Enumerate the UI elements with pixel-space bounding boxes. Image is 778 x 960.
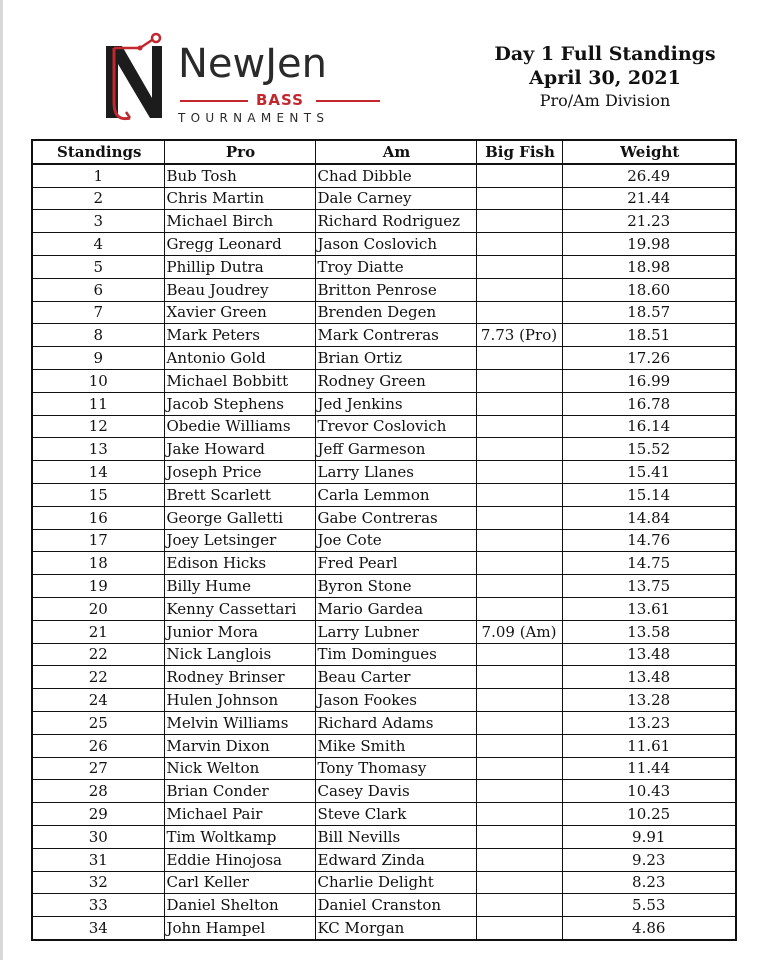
pro-cell: Rodney Brinser [164, 666, 315, 689]
pro-cell: Tim Woltkamp [164, 825, 315, 848]
standing-cell: 22 [32, 643, 164, 666]
big-fish-cell [476, 164, 562, 187]
table-row [32, 620, 736, 643]
column-header-am: Am [315, 140, 476, 164]
report-title: Day 1 Full Standings [494, 43, 716, 65]
pro-cell: George Galletti [164, 506, 315, 529]
big-fish-cell [476, 187, 562, 210]
report-header [480, 42, 730, 112]
big-fish-cell [476, 210, 562, 233]
table-row [32, 324, 736, 347]
standing-cell: 34 [32, 917, 164, 940]
am-cell: Joe Cote [315, 529, 476, 552]
weight-cell: 15.52 [562, 438, 736, 461]
weight-cell: 15.41 [562, 461, 736, 484]
big-fish-cell [476, 597, 562, 620]
big-fish-cell [476, 415, 562, 438]
am-cell: Mario Gardea [315, 597, 476, 620]
n-hook-logo-icon [100, 32, 180, 124]
table-row [32, 438, 736, 461]
standing-cell: 19 [32, 575, 164, 598]
weight-cell: 9.91 [562, 825, 736, 848]
table-row [32, 917, 736, 940]
weight-cell: 14.75 [562, 552, 736, 575]
standing-cell: 27 [32, 757, 164, 780]
am-cell: Gabe Contreras [315, 506, 476, 529]
table-row [32, 210, 736, 233]
standing-cell: 17 [32, 529, 164, 552]
table-row [32, 164, 736, 187]
standing-cell: 8 [32, 324, 164, 347]
big-fish-cell [476, 278, 562, 301]
standing-cell: 31 [32, 848, 164, 871]
pro-cell: Phillip Dutra [164, 255, 315, 278]
pro-cell: Junior Mora [164, 620, 315, 643]
newjen-logo [100, 28, 390, 128]
big-fish-cell [476, 461, 562, 484]
weight-cell: 5.53 [562, 894, 736, 917]
logo-bass-row [180, 91, 380, 109]
am-cell: Trevor Coslovich [315, 415, 476, 438]
big-fish-cell [476, 233, 562, 256]
standing-cell: 6 [32, 278, 164, 301]
big-fish-cell [476, 255, 562, 278]
big-fish-cell [476, 917, 562, 940]
weight-cell: 18.60 [562, 278, 736, 301]
am-cell: Dale Carney [315, 187, 476, 210]
big-fish-cell [476, 643, 562, 666]
am-cell: Tim Domingues [315, 643, 476, 666]
weight-cell: 11.61 [562, 734, 736, 757]
standing-cell: 22 [32, 666, 164, 689]
pro-cell: Nick Welton [164, 757, 315, 780]
logo-bass-text: BASS [256, 91, 304, 109]
standings-table [31, 139, 737, 941]
weight-cell: 13.58 [562, 620, 736, 643]
big-fish-cell [476, 483, 562, 506]
weight-cell: 17.26 [562, 347, 736, 370]
column-header-big-fish: Big Fish [476, 140, 562, 164]
table-row [32, 392, 736, 415]
am-cell: Richard Adams [315, 711, 476, 734]
table-row [32, 803, 736, 826]
report-division: Pro/Am Division [539, 91, 671, 110]
table-row [32, 529, 736, 552]
am-cell: Jeff Garmeson [315, 438, 476, 461]
report-date: April 30, 2021 [529, 67, 681, 89]
weight-cell: 10.25 [562, 803, 736, 826]
big-fish-cell [476, 392, 562, 415]
am-cell: Charlie Delight [315, 871, 476, 894]
weight-cell: 9.23 [562, 848, 736, 871]
table-row [32, 757, 736, 780]
table-row [32, 780, 736, 803]
standing-cell: 26 [32, 734, 164, 757]
pro-cell: Brett Scarlett [164, 483, 315, 506]
am-cell: Jason Fookes [315, 689, 476, 712]
standing-cell: 5 [32, 255, 164, 278]
weight-cell: 4.86 [562, 917, 736, 940]
standing-cell: 33 [32, 894, 164, 917]
standing-cell: 11 [32, 392, 164, 415]
am-cell: Fred Pearl [315, 552, 476, 575]
standing-cell: 10 [32, 369, 164, 392]
table-row [32, 575, 736, 598]
standing-cell: 18 [32, 552, 164, 575]
table-row [32, 255, 736, 278]
big-fish-cell [476, 848, 562, 871]
big-fish-cell: 7.09 (Am) [476, 620, 562, 643]
standing-cell: 16 [32, 506, 164, 529]
standing-cell: 21 [32, 620, 164, 643]
pro-cell: Joey Letsinger [164, 529, 315, 552]
pro-cell: Gregg Leonard [164, 233, 315, 256]
weight-cell: 13.23 [562, 711, 736, 734]
am-cell: Richard Rodriguez [315, 210, 476, 233]
big-fish-cell [476, 529, 562, 552]
standing-cell: 24 [32, 689, 164, 712]
pro-cell: Michael Bobbitt [164, 369, 315, 392]
table-row [32, 552, 736, 575]
table-row [32, 461, 736, 484]
pro-cell: John Hampel [164, 917, 315, 940]
pro-cell: Carl Keller [164, 871, 315, 894]
pro-cell: Brian Conder [164, 780, 315, 803]
am-cell: Bill Nevills [315, 825, 476, 848]
am-cell: Carla Lemmon [315, 483, 476, 506]
weight-cell: 8.23 [562, 871, 736, 894]
pro-cell: Daniel Shelton [164, 894, 315, 917]
standing-cell: 13 [32, 438, 164, 461]
weight-cell: 13.75 [562, 575, 736, 598]
am-cell: Chad Dibble [315, 164, 476, 187]
standing-cell: 14 [32, 461, 164, 484]
table-row [32, 415, 736, 438]
big-fish-cell [476, 369, 562, 392]
pro-cell: Hulen Johnson [164, 689, 315, 712]
pro-cell: Joseph Price [164, 461, 315, 484]
am-cell: Edward Zinda [315, 848, 476, 871]
standing-cell: 7 [32, 301, 164, 324]
table-row [32, 347, 736, 370]
am-cell: Byron Stone [315, 575, 476, 598]
pro-cell: Edison Hicks [164, 552, 315, 575]
table-row [32, 506, 736, 529]
page-edge [0, 0, 3, 960]
standing-cell: 3 [32, 210, 164, 233]
table-row [32, 597, 736, 620]
big-fish-cell [476, 780, 562, 803]
am-cell: Troy Diatte [315, 255, 476, 278]
table-row [32, 643, 736, 666]
table-row [32, 369, 736, 392]
table-row [32, 187, 736, 210]
big-fish-cell [476, 711, 562, 734]
table-row [32, 734, 736, 757]
standing-cell: 9 [32, 347, 164, 370]
big-fish-cell: 7.73 (Pro) [476, 324, 562, 347]
pro-cell: Antonio Gold [164, 347, 315, 370]
logo-wordmark: NewJen [178, 41, 328, 87]
weight-cell: 10.43 [562, 780, 736, 803]
standing-cell: 29 [32, 803, 164, 826]
pro-cell: Nick Langlois [164, 643, 315, 666]
big-fish-cell [476, 757, 562, 780]
pro-cell: Mark Peters [164, 324, 315, 347]
pro-cell: Marvin Dixon [164, 734, 315, 757]
standing-cell: 4 [32, 233, 164, 256]
weight-cell: 13.48 [562, 666, 736, 689]
column-header-standings: Standings [32, 140, 164, 164]
weight-cell: 16.99 [562, 369, 736, 392]
standing-cell: 12 [32, 415, 164, 438]
standing-cell: 25 [32, 711, 164, 734]
weight-cell: 11.44 [562, 757, 736, 780]
weight-cell: 14.76 [562, 529, 736, 552]
am-cell: Tony Thomasy [315, 757, 476, 780]
pro-cell: Melvin Williams [164, 711, 315, 734]
am-cell: Brian Ortiz [315, 347, 476, 370]
pro-cell: Kenny Cassettari [164, 597, 315, 620]
big-fish-cell [476, 825, 562, 848]
weight-cell: 18.98 [562, 255, 736, 278]
table-row [32, 278, 736, 301]
big-fish-cell [476, 734, 562, 757]
table-row [32, 848, 736, 871]
table-header-row [32, 140, 736, 164]
pro-cell: Michael Pair [164, 803, 315, 826]
logo-rule-right [316, 100, 380, 102]
weight-cell: 16.78 [562, 392, 736, 415]
pro-cell: Jacob Stephens [164, 392, 315, 415]
am-cell: Daniel Cranston [315, 894, 476, 917]
am-cell: Jason Coslovich [315, 233, 476, 256]
standing-cell: 2 [32, 187, 164, 210]
pro-cell: Bub Tosh [164, 164, 315, 187]
weight-cell: 15.14 [562, 483, 736, 506]
big-fish-cell [476, 689, 562, 712]
pro-cell: Chris Martin [164, 187, 315, 210]
am-cell: Brenden Degen [315, 301, 476, 324]
big-fish-cell [476, 438, 562, 461]
table-row [32, 825, 736, 848]
standing-cell: 30 [32, 825, 164, 848]
pro-cell: Billy Hume [164, 575, 315, 598]
am-cell: Beau Carter [315, 666, 476, 689]
am-cell: Jed Jenkins [315, 392, 476, 415]
am-cell: Mike Smith [315, 734, 476, 757]
weight-cell: 16.14 [562, 415, 736, 438]
pro-cell: Xavier Green [164, 301, 315, 324]
big-fish-cell [476, 803, 562, 826]
table-row [32, 233, 736, 256]
big-fish-cell [476, 506, 562, 529]
am-cell: Larry Llanes [315, 461, 476, 484]
standing-cell: 32 [32, 871, 164, 894]
weight-cell: 14.84 [562, 506, 736, 529]
weight-cell: 21.44 [562, 187, 736, 210]
table-row [32, 666, 736, 689]
weight-cell: 18.51 [562, 324, 736, 347]
standing-cell: 20 [32, 597, 164, 620]
am-cell: Larry Lubner [315, 620, 476, 643]
weight-cell: 19.98 [562, 233, 736, 256]
big-fish-cell [476, 575, 562, 598]
big-fish-cell [476, 347, 562, 370]
table-row [32, 711, 736, 734]
logo-tagline: TOURNAMENTS [178, 111, 330, 125]
column-header-pro: Pro [164, 140, 315, 164]
standing-cell: 15 [32, 483, 164, 506]
table-row [32, 483, 736, 506]
column-header-weight: Weight [562, 140, 736, 164]
table-row [32, 894, 736, 917]
am-cell: Rodney Green [315, 369, 476, 392]
weight-cell: 13.61 [562, 597, 736, 620]
am-cell: KC Morgan [315, 917, 476, 940]
am-cell: Mark Contreras [315, 324, 476, 347]
am-cell: Steve Clark [315, 803, 476, 826]
big-fish-cell [476, 871, 562, 894]
am-cell: Britton Penrose [315, 278, 476, 301]
pro-cell: Obedie Williams [164, 415, 315, 438]
weight-cell: 13.28 [562, 689, 736, 712]
pro-cell: Eddie Hinojosa [164, 848, 315, 871]
weight-cell: 26.49 [562, 164, 736, 187]
pro-cell: Beau Joudrey [164, 278, 315, 301]
weight-cell: 13.48 [562, 643, 736, 666]
weight-cell: 18.57 [562, 301, 736, 324]
logo-rule-left [180, 100, 248, 102]
big-fish-cell [476, 666, 562, 689]
standing-cell: 28 [32, 780, 164, 803]
table-row [32, 871, 736, 894]
table-row [32, 301, 736, 324]
weight-cell: 21.23 [562, 210, 736, 233]
big-fish-cell [476, 894, 562, 917]
standing-cell: 1 [32, 164, 164, 187]
table-row [32, 689, 736, 712]
pro-cell: Michael Birch [164, 210, 315, 233]
am-cell: Casey Davis [315, 780, 476, 803]
pro-cell: Jake Howard [164, 438, 315, 461]
big-fish-cell [476, 552, 562, 575]
big-fish-cell [476, 301, 562, 324]
